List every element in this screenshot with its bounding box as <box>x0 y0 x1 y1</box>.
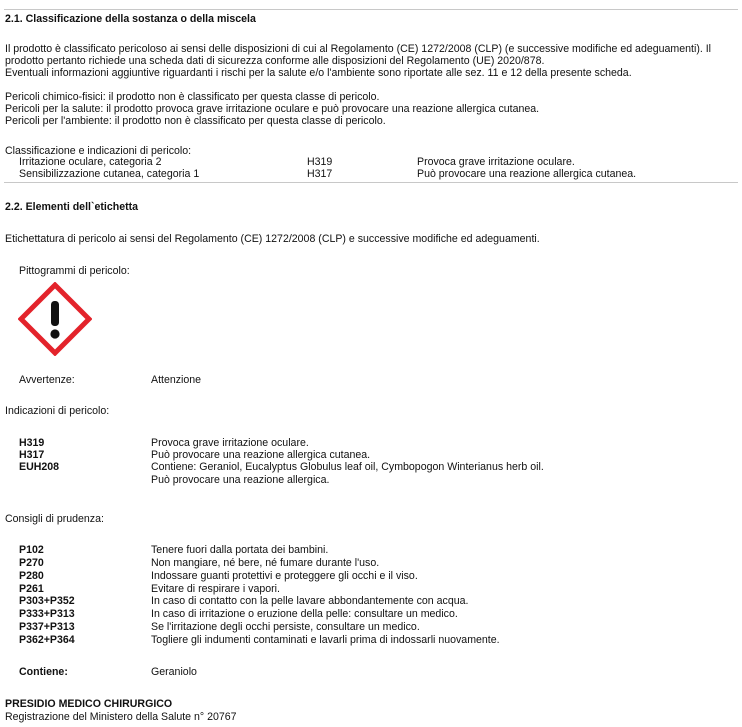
hazard-text: Può provocare una reazione allergica cutanea. <box>151 449 371 461</box>
precautionary-text: Tenere fuori dalla portata dei bambini. <box>151 544 329 556</box>
precautionary-text: In caso di irritazione o eruzione della pelle: consultare un medico. <box>151 608 458 620</box>
section-21-title: 2.1. Classificazione della sostanza o della miscela <box>5 13 256 25</box>
hazard-text: Può provocare una reazione allergica. <box>151 474 330 486</box>
precautionary-text: Indossare guanti protettivi e proteggere gli occhi e il viso. <box>151 570 418 582</box>
hazard-text: Contiene: Geraniol, Eucalyptus Globulus leaf oil, Cymbopogon Winterianus herb oil. <box>151 461 544 473</box>
intro-line-3: Eventuali informazioni aggiuntive riguardanti i rischi per la salute e/o l'ambiente sono riportate alle sez. 11 e 12 della presente scheda. <box>5 67 632 79</box>
precautionary-text: Non mangiare, né bere, né fumare durante l'uso. <box>151 557 380 569</box>
classification-statement: Provoca grave irritazione oculare. <box>417 156 575 168</box>
precautionary-text: Se l'irritazione degli occhi persiste, consultare un medico. <box>151 621 420 633</box>
registration-text: Registrazione del Ministero della Salute n° 20767 <box>5 711 237 723</box>
classification-code: H317 <box>307 168 333 180</box>
precautionary-code: P261 <box>19 583 44 595</box>
signal-word: Attenzione <box>151 374 202 386</box>
precautionary-code: P337+P313 <box>19 621 75 633</box>
section-21-top-rule <box>4 9 738 10</box>
classification-category: Irritazione oculare, categoria 2 <box>19 156 162 168</box>
section-22-top-rule <box>4 182 738 183</box>
intro-line-2: prodotto pertanto richiede una scheda dati di sicurezza conforme alle disposizioni del Regolamento (UE) 2020/878. <box>5 55 545 67</box>
precautionary-code: P333+P313 <box>19 608 75 620</box>
precautionary-text: Togliere gli indumenti contaminati e lavarli prima di indossarli nuovamente. <box>151 634 500 646</box>
signal-word-label: Avvertenze: <box>19 374 75 386</box>
hazard-code: EUH208 <box>19 461 60 473</box>
classification-code: H319 <box>307 156 333 168</box>
hazard-line-physical: Pericoli chimico-fisici: il prodotto non è classificato per questa classe di pericolo. <box>5 91 380 103</box>
precautionary-code: P270 <box>19 557 44 569</box>
intro-line-1: Il prodotto è classificato pericoloso ai sensi delle disposizioni di cui al Regolamento (CE) 1272/2008 (CLP) (e successive modifiche ed adeguamenti). Il <box>5 43 712 55</box>
precautionary-code: P102 <box>19 544 44 556</box>
precautionary-code: P303+P352 <box>19 595 75 607</box>
hazard-code: H317 <box>19 449 45 461</box>
presidio-heading: PRESIDIO MEDICO CHIRURGICO <box>5 698 173 710</box>
pictograms-label: Pittogrammi di pericolo: <box>19 265 130 277</box>
precautionary-text: Evitare di respirare i vapori. <box>151 583 280 595</box>
precautionary-label: Consigli di prudenza: <box>5 513 104 525</box>
precautionary-text: In caso di contatto con la pelle lavare abbondantemente con acqua. <box>151 595 469 607</box>
hazard-line-health: Pericoli per la salute: il prodotto provoca grave irritazione oculare e può provocare una reazione allergica cutanea. <box>5 103 540 115</box>
exclamation-mark-diamond-icon <box>18 282 92 356</box>
contains-value: Geraniolo <box>151 666 197 678</box>
hazard-text: Provoca grave irritazione oculare. <box>151 437 309 449</box>
classification-category: Sensibilizzazione cutanea, categoria 1 <box>19 168 200 180</box>
precautionary-code: P280 <box>19 570 44 582</box>
hazard-line-environment: Pericoli per l'ambiente: il prodotto non è classificato per questa classe di pericolo. <box>5 115 386 127</box>
classification-statement: Può provocare una reazione allergica cutanea. <box>417 168 637 180</box>
contains-label: Contiene: <box>19 666 68 678</box>
labelling-text: Etichettatura di pericolo ai sensi del Regolamento (CE) 1272/2008 (CLP) e successive modifiche ed adeguamenti. <box>5 233 540 245</box>
classification-label: Classificazione e indicazioni di pericolo: <box>5 145 192 157</box>
hazard-statements-label: Indicazioni di pericolo: <box>5 405 110 417</box>
hazard-code: H319 <box>19 437 45 449</box>
precautionary-code: P362+P364 <box>19 634 75 646</box>
section-22-title: 2.2. Elementi dell`etichetta <box>5 201 139 213</box>
